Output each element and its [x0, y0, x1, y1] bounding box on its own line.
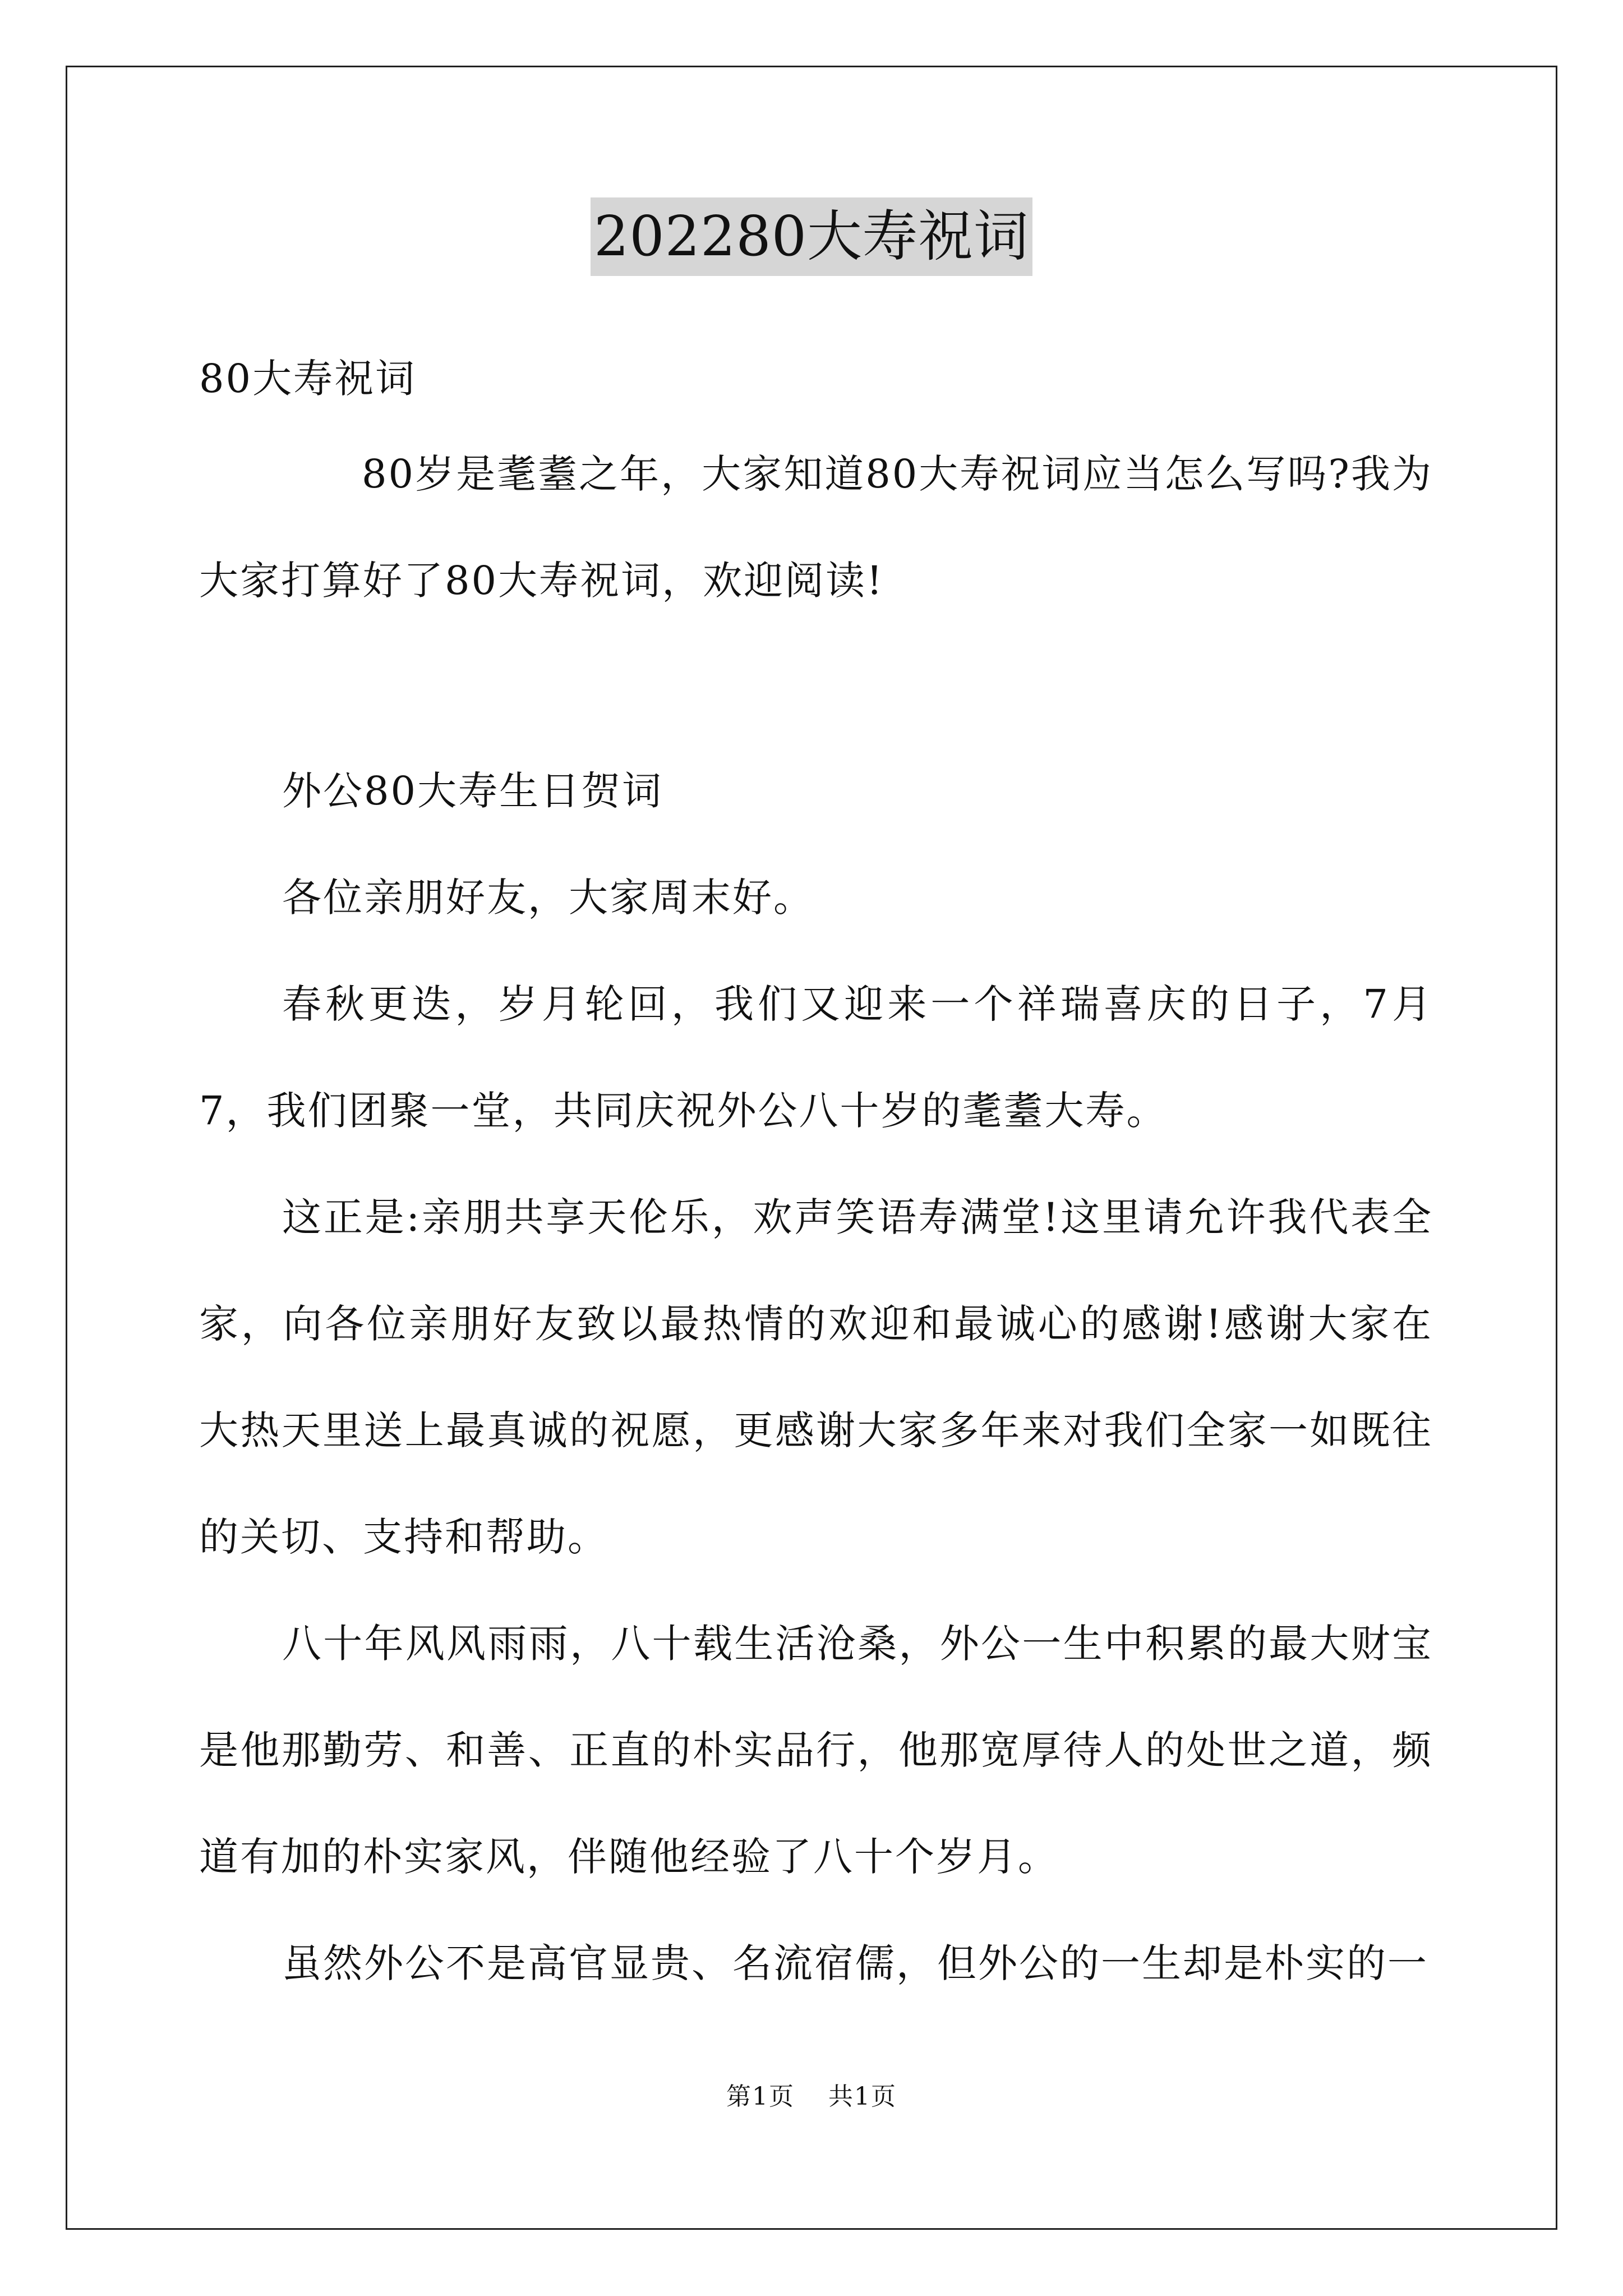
paragraph-gap — [199, 634, 1433, 738]
page-total: 共1页 — [828, 2082, 897, 2111]
page-number: 第1页 — [726, 2082, 795, 2111]
document-subtitle: 80大寿祝词 — [199, 356, 417, 402]
intro-paragraph: 80岁是耄耋之年，大家知道80大寿祝词应当怎么写吗?我为大家打算好了80大寿祝词，欢迎阅读! — [199, 451, 1433, 604]
document-title: 202280大寿祝词 — [591, 197, 1032, 276]
paragraph: 春秋更迭，岁月轮回，我们又迎来一个祥瑞喜庆的日子，7月7，我们团聚一堂，共同庆祝外公八十岁的耄耋大寿。 — [199, 981, 1433, 1134]
paragraph: 这正是:亲朋共享天伦乐，欢声笑语寿满堂!这里请允许我代表全家，向各位亲朋好友致以最热情的欢迎和最诚心的感谢!感谢大家在大热天里送上最真诚的祝愿，更感谢大家多年来对我们全家一如既往的关切、支持和帮助。 — [199, 1194, 1433, 1560]
page-footer — [0, 2080, 1623, 2114]
section-heading: 外公80大寿生日贺词 — [282, 768, 663, 814]
title-area — [0, 197, 1623, 276]
paragraph: 各位亲朋好友，大家周末好。 — [282, 875, 814, 921]
document-body — [199, 337, 1433, 2017]
paragraph: 虽然外公不是高官显贵、名流宿儒，但外公的一生却是朴实的一 — [282, 1940, 1428, 1986]
paragraph: 八十年风风雨雨，八十载生活沧桑，外公一生中积累的最大财宝是他那勤劳、和善、正直的朴实品行，他那宽厚待人的处世之道，频道有加的朴实家风，伴随他经验了八十个岁月。 — [199, 1621, 1433, 1880]
